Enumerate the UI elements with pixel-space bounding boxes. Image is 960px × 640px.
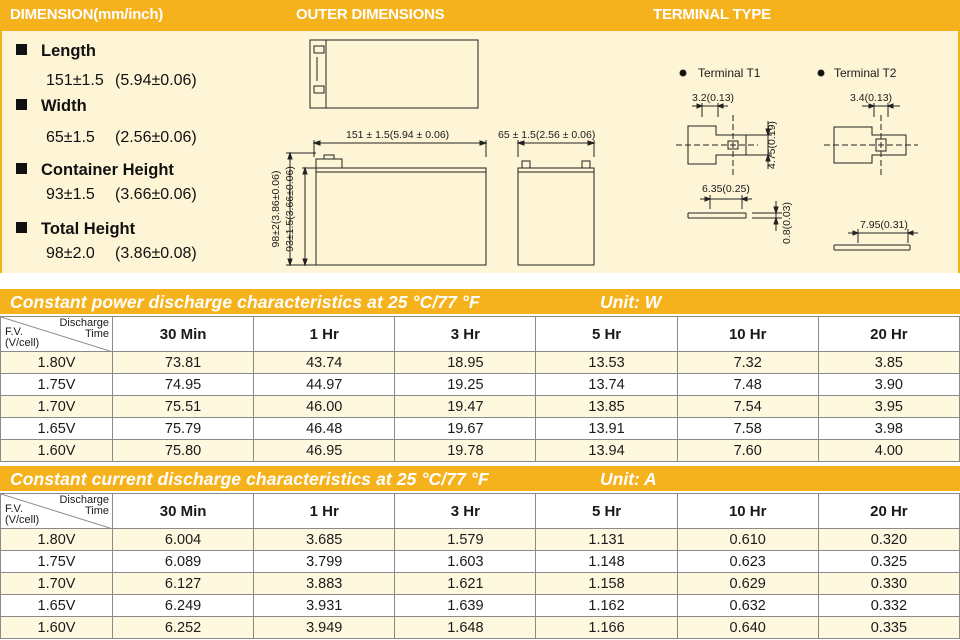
- value-cell: 13.53: [536, 352, 677, 374]
- final-voltage-cell: 1.65V: [1, 595, 113, 617]
- value-cell: 73.81: [113, 352, 254, 374]
- value-cell: 3.95: [818, 396, 959, 418]
- value-cell: 46.00: [254, 396, 395, 418]
- value-cell: 75.51: [113, 396, 254, 418]
- battery-side-view: [518, 168, 594, 265]
- value-cell: 3.685: [254, 529, 395, 551]
- outer-dimensions-drawing: [264, 31, 624, 273]
- bullet-icon: [818, 70, 824, 76]
- value-cell: 13.94: [536, 440, 677, 462]
- value-cell: 3.98: [818, 418, 959, 440]
- power-table-header: [0, 289, 960, 314]
- value-cell: 19.47: [395, 396, 536, 418]
- value-cell: 0.640: [677, 617, 818, 639]
- column-header: 30 Min: [113, 494, 254, 529]
- column-header: 3 Hr: [395, 494, 536, 529]
- value-cell: 44.97: [254, 374, 395, 396]
- length-dimension-label: 151 ± 1.5(5.94 ± 0.06): [346, 129, 450, 141]
- total-height-label: Total Height: [16, 220, 135, 239]
- value-cell: 75.80: [113, 440, 254, 462]
- length-metric: 151±1.5: [46, 72, 104, 89]
- value-cell: 6.089: [113, 551, 254, 573]
- value-cell: 1.639: [395, 595, 536, 617]
- current-table-header: [0, 466, 960, 491]
- final-voltage-cell: 1.75V: [1, 374, 113, 396]
- value-cell: 0.325: [818, 551, 959, 573]
- value-cell: 0.632: [677, 595, 818, 617]
- final-voltage-cell: 1.65V: [1, 418, 113, 440]
- length-imperial: (5.94±0.06): [115, 72, 197, 89]
- dimension-list: [2, 31, 242, 273]
- table-row: [1, 440, 960, 462]
- table-corner-cell: [1, 494, 113, 529]
- value-cell: 1.162: [536, 595, 677, 617]
- value-cell: 18.95: [395, 352, 536, 374]
- column-header: 20 Hr: [818, 494, 959, 529]
- value-cell: 6.249: [113, 595, 254, 617]
- value-cell: 74.95: [113, 374, 254, 396]
- width-imperial: (2.56±0.06): [115, 129, 197, 146]
- column-header: 5 Hr: [536, 494, 677, 529]
- power-table-title: Constant power discharge characteristics at 25 °C/77 °F: [10, 292, 480, 312]
- value-cell: 1.648: [395, 617, 536, 639]
- final-voltage-cell: 1.70V: [1, 396, 113, 418]
- table-header-row: [1, 317, 960, 352]
- terminal-t2-label: Terminal T2: [834, 66, 897, 80]
- table-header-row: [1, 494, 960, 529]
- terminal-type-heading: TERMINAL TYPE: [653, 6, 771, 23]
- column-header: 1 Hr: [254, 317, 395, 352]
- width-metric: 65±1.5: [46, 129, 95, 146]
- value-cell: 3.883: [254, 573, 395, 595]
- discharge-time-label: Discharge Time: [59, 317, 109, 340]
- container-height-dimension-label: 93±1.5(3.66±0.06): [284, 166, 296, 252]
- discharge-time-label: Discharge Time: [59, 494, 109, 517]
- t2-bottom-width-label: 7.95(0.31): [860, 219, 908, 231]
- current-table-title: Constant current discharge characteristics at 25 °C/77 °F: [10, 469, 489, 489]
- value-cell: 3.949: [254, 617, 395, 639]
- container-height-label: Container Height: [16, 161, 174, 180]
- value-cell: 0.610: [677, 529, 818, 551]
- value-cell: 1.579: [395, 529, 536, 551]
- container-height-metric: 93±1.5: [46, 186, 95, 203]
- column-header: 30 Min: [113, 317, 254, 352]
- final-voltage-cell: 1.60V: [1, 440, 113, 462]
- value-cell: 3.85: [818, 352, 959, 374]
- final-voltage-cell: 1.80V: [1, 529, 113, 551]
- value-cell: 0.332: [818, 595, 959, 617]
- value-cell: 0.335: [818, 617, 959, 639]
- dimension-panel: [0, 31, 960, 273]
- battery-top-view: [310, 40, 478, 108]
- final-voltage-cell: 1.80V: [1, 352, 113, 374]
- value-cell: 13.91: [536, 418, 677, 440]
- value-cell: 1.148: [536, 551, 677, 573]
- total-height-metric: 98±2.0: [46, 245, 95, 262]
- table-row: [1, 352, 960, 374]
- battery-front-view: [316, 168, 486, 265]
- current-discharge-table: [0, 493, 960, 639]
- final-voltage-cell: 1.70V: [1, 573, 113, 595]
- value-cell: 1.603: [395, 551, 536, 573]
- column-header: 5 Hr: [536, 317, 677, 352]
- t1-thickness-label: 0.8(0.03): [781, 201, 793, 245]
- value-cell: 43.74: [254, 352, 395, 374]
- value-cell: 0.629: [677, 573, 818, 595]
- dimension-heading: DIMENSION(mm/inch): [10, 6, 164, 23]
- table-row: [1, 396, 960, 418]
- value-cell: 0.330: [818, 573, 959, 595]
- top-header-bar: [0, 0, 960, 31]
- outer-dimensions-heading: OUTER DIMENSIONS: [296, 6, 445, 23]
- terminal-t1-label: Terminal T1: [698, 66, 761, 80]
- value-cell: 19.67: [395, 418, 536, 440]
- column-header: 10 Hr: [677, 317, 818, 352]
- column-header: 10 Hr: [677, 494, 818, 529]
- value-cell: 0.320: [818, 529, 959, 551]
- table-row: [1, 551, 960, 573]
- column-header: 1 Hr: [254, 494, 395, 529]
- value-cell: 7.48: [677, 374, 818, 396]
- table-row: [1, 418, 960, 440]
- width-label: Width: [16, 97, 87, 116]
- value-cell: 46.95: [254, 440, 395, 462]
- length-label: Length: [16, 42, 96, 61]
- value-cell: 3.931: [254, 595, 395, 617]
- final-voltage-label: F.V. (V/cell): [5, 503, 40, 526]
- current-table-unit: Unit: A: [600, 469, 657, 489]
- power-discharge-table: [0, 316, 960, 462]
- value-cell: 1.621: [395, 573, 536, 595]
- t1-height-label: 4.75(0.19): [766, 121, 778, 169]
- value-cell: 46.48: [254, 418, 395, 440]
- value-cell: 75.79: [113, 418, 254, 440]
- column-header: 3 Hr: [395, 317, 536, 352]
- value-cell: 7.32: [677, 352, 818, 374]
- value-cell: 4.00: [818, 440, 959, 462]
- final-voltage-cell: 1.60V: [1, 617, 113, 639]
- table-row: [1, 529, 960, 551]
- table-row: [1, 573, 960, 595]
- column-header: 20 Hr: [818, 317, 959, 352]
- value-cell: 1.166: [536, 617, 677, 639]
- value-cell: 0.623: [677, 551, 818, 573]
- table-row: [1, 617, 960, 639]
- power-table-unit: Unit: W: [600, 292, 662, 312]
- terminal-drawings: [662, 31, 952, 273]
- t2-top-width-label: 3.4(0.13): [850, 92, 893, 104]
- container-height-imperial: (3.66±0.06): [115, 186, 197, 203]
- value-cell: 7.60: [677, 440, 818, 462]
- final-voltage-cell: 1.75V: [1, 551, 113, 573]
- value-cell: 13.85: [536, 396, 677, 418]
- total-height-dimension-label: 98±2(3.86±0.06): [270, 170, 282, 248]
- total-height-imperial: (3.86±0.08): [115, 245, 197, 262]
- value-cell: 19.78: [395, 440, 536, 462]
- table-row: [1, 595, 960, 617]
- value-cell: 1.131: [536, 529, 677, 551]
- value-cell: 6.127: [113, 573, 254, 595]
- table-corner-cell: [1, 317, 113, 352]
- value-cell: 7.54: [677, 396, 818, 418]
- bullet-icon: [680, 70, 686, 76]
- value-cell: 6.004: [113, 529, 254, 551]
- value-cell: 19.25: [395, 374, 536, 396]
- table-row: [1, 374, 960, 396]
- value-cell: 3.90: [818, 374, 959, 396]
- t1-top-width-label: 3.2(0.13): [692, 92, 735, 104]
- value-cell: 6.252: [113, 617, 254, 639]
- t1-bottom-width-label: 6.35(0.25): [702, 183, 750, 195]
- value-cell: 3.799: [254, 551, 395, 573]
- final-voltage-label: F.V. (V/cell): [5, 326, 40, 349]
- width-dimension-label: 65 ± 1.5(2.56 ± 0.06): [498, 129, 596, 141]
- value-cell: 1.158: [536, 573, 677, 595]
- value-cell: 7.58: [677, 418, 818, 440]
- value-cell: 13.74: [536, 374, 677, 396]
